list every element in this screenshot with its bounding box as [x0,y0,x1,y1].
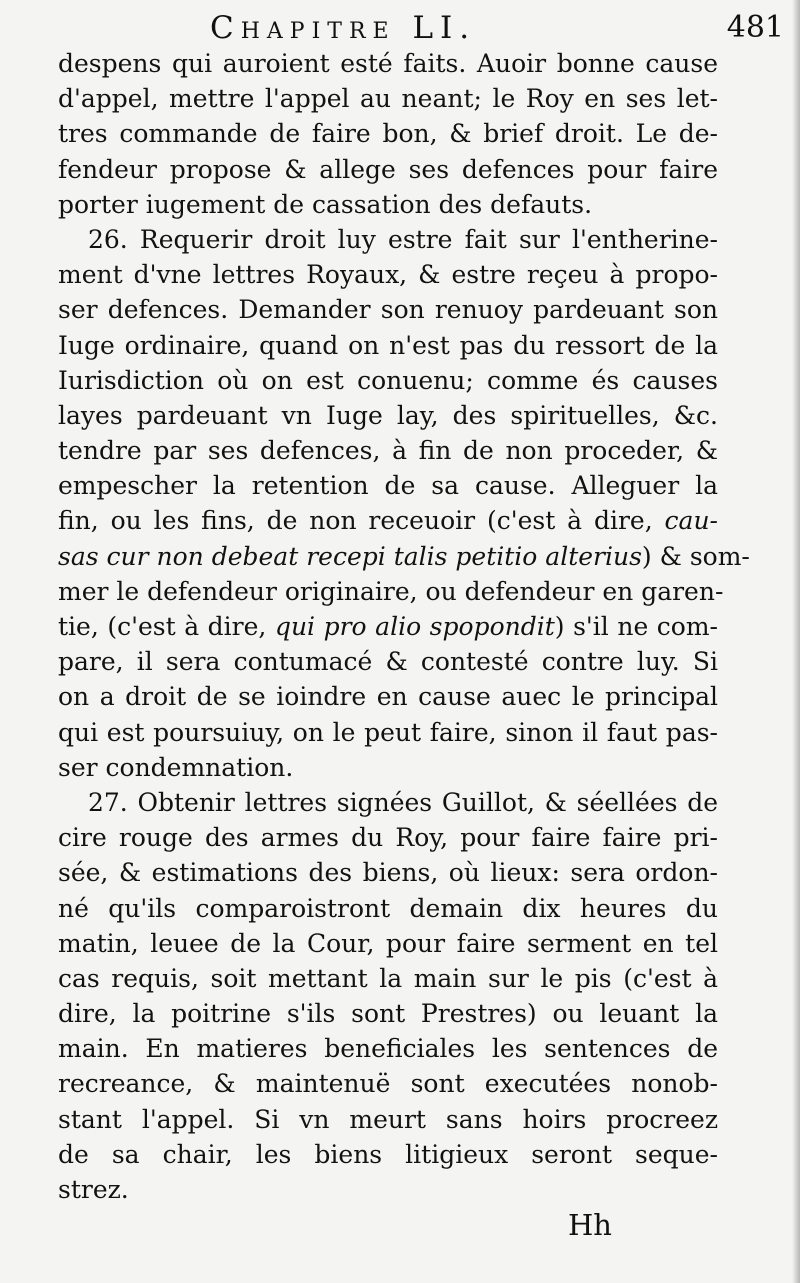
line-text: Iurisdiction où on est conuenu; comme és causes [58,365,718,395]
line-text: main. En matieres beneficiales les sentences de [58,1034,718,1064]
text-line [58,574,724,609]
text-line [58,926,718,961]
line-text: dire, la poitrine s'ils sont Prestres) ou leuant la [58,999,718,1029]
text-line [58,46,718,81]
page-number: 481 [726,10,784,45]
text-line [58,187,718,222]
text-line [58,1066,718,1101]
text-line [58,363,718,398]
line-text: né qu'ils comparoistront demain dix heures du [58,893,718,923]
text-line [58,855,718,890]
line-text: de sa chair, les biens litigieux seront seque- [58,1139,718,1169]
line-text: tres commande de faire bon, & brief droit. Le de- [58,119,718,149]
text-line [58,891,718,926]
line-text: qui est poursuiuy, on le peut faire, sinon il faut pas- [58,717,718,747]
text-line [58,398,718,433]
text-line [58,609,718,644]
line-text: layes pardeuant vn Iuge lay, des spirituelles, &c. [58,400,718,430]
text-line [58,433,718,468]
latin-gloss: cau- [664,506,718,536]
text-line [58,1102,718,1137]
line-text: strez. [58,1175,129,1204]
text-line [58,996,718,1031]
latin-gloss: qui pro alio spopondit [274,612,555,641]
text-line [58,961,718,996]
line-text-after: ) & som- [641,541,750,571]
text-line [58,539,750,574]
signature-mark: Hh [568,1208,612,1242]
line-text: matin, leuee de la Cour, pour faire serment en tel [58,928,718,958]
page-edge-shadow [792,0,800,1283]
line-text: tendre par ses defences, à fin de non proceder, & [58,436,718,466]
text-line [58,1172,718,1207]
running-title: Chapitre LI. [210,10,477,46]
line-text: sée, & estimations des biens, où lieux: sera ordon- [58,858,718,888]
text-line [58,257,718,292]
line-text: on a droit de se ioindre en cause auec le principal [58,682,718,712]
text-line [58,81,718,116]
line-text: 27. Obtenir lettres signées Guillot, & séellées de [88,787,718,817]
line-text-after: ) s'il ne com- [554,612,719,641]
line-text: cas requis, soit mettant la main sur le pis (c'est à [58,963,718,993]
line-text: porter iugement de cassation des defauts. [58,189,593,219]
line-text: recreance, & maintenuë sont executées nonob- [58,1069,718,1099]
line-text: pare, il sera contumacé & contesté contre luy. Si [58,647,718,677]
body-text [58,46,750,1207]
line-text: mer le defendeur originaire, ou defendeur en garen- [58,576,724,606]
line-text: ser defences. Demander son renuoy pardeuant son [58,295,718,325]
text-line [58,820,718,855]
line-text: Iuge ordinaire, quand on n'est pas du ressort de la [58,330,718,360]
latin-gloss: sas cur non debeat recepi talis petitio alterius [58,541,642,571]
text-line [58,152,718,187]
line-text: stant l'appel. Si vn meurt sans hoirs procreez [58,1104,718,1134]
text-line [58,292,718,327]
text-line [58,750,718,785]
text-line [58,785,718,820]
line-text: cire rouge des armes du Roy, pour faire faire pri- [58,823,718,853]
line-text: ment d'vne lettres Royaux, & estre reçeu à propo- [58,260,718,290]
text-line [58,1137,718,1172]
text-line [58,468,718,503]
line-text: 26. Requerir droit luy estre fait sur l'entherine- [88,224,718,254]
line-text: tie, (c'est à dire, [58,612,275,641]
line-text: d'appel, mettre l'appel au neant; le Roy en ses let- [58,84,718,114]
text-line [58,222,718,257]
text-line [58,644,718,679]
text-line [58,1031,718,1066]
text-line [58,715,718,750]
line-text: despens qui auroient esté faits. Auoir bonne cause [58,49,718,78]
text-line [58,679,718,714]
line-text: empescher la retention de sa cause. Alleguer la [58,471,718,501]
line-text: fin, ou les fins, de non receuoir (c'est à dire, [58,506,665,536]
text-line [58,116,718,151]
line-text: ser condemnation. [58,752,294,782]
line-text: fendeur propose & allege ses defences pour faire [58,154,718,184]
text-line [58,503,718,538]
text-line [58,328,718,363]
page-header [0,10,800,44]
